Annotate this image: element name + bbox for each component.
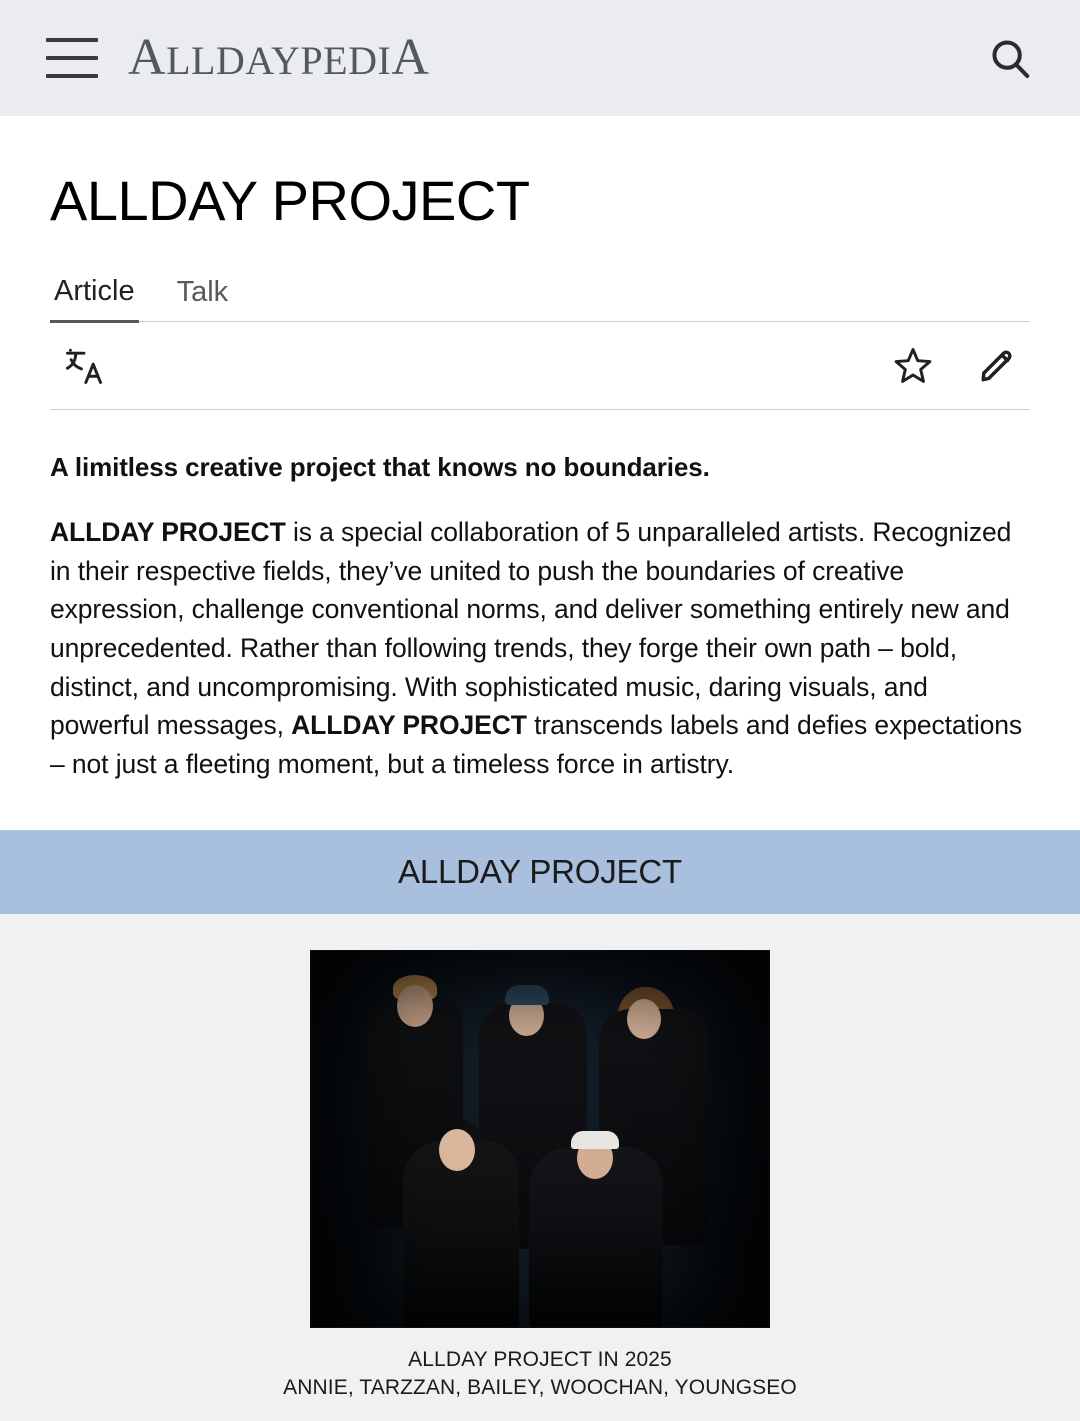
search-icon[interactable] (982, 30, 1038, 86)
hamburger-menu-icon[interactable] (46, 38, 98, 78)
photo-vignette (311, 951, 769, 1327)
caption-line-2: ANNIE, TARZZAN, BAILEY, WOOCHAN, YOUNGSEO (283, 1375, 797, 1399)
paragraph-bold-2: ALLDAY PROJECT (291, 710, 527, 741)
wordmark-initial: A (128, 29, 167, 86)
wordmark-body: LLDAYPEDI (166, 38, 392, 83)
allday-project-group-photo (310, 950, 770, 1328)
page-title: ALLDAY PROJECT (50, 169, 530, 232)
infobox (0, 830, 1080, 1421)
site-wordmark[interactable] (128, 29, 430, 86)
tab-talk[interactable]: Talk (176, 276, 229, 308)
article-lead: A limitless creative project that knows no boundaries. (50, 452, 710, 482)
paragraph-text-2: transcends labels and defies expectations – not just a fleeting moment, but a timeless force in artistry. (50, 710, 1023, 780)
hamburger-line (46, 56, 98, 60)
caption-line-1: ALLDAY PROJECT IN 2025 (408, 1347, 672, 1371)
hamburger-line (46, 74, 98, 78)
paragraph-text-1: is a special collaboration of 5 unparalleled artists. Recognized in their respective fields, they’ve united to push the boundaries of creative expression, challenge conventional norms, and deliver something entirely new and unprecedented. Rather than following trends, they forge their own path – bold, distinct, and uncompromising. With sophisticated music, daring visuals, and powerful messages, (50, 517, 1012, 741)
article-toolbar (50, 322, 1030, 410)
wordmark-final: A (391, 29, 430, 86)
infobox-header (0, 830, 1080, 914)
language-translate-icon[interactable] (54, 336, 114, 396)
hamburger-line (46, 38, 98, 42)
infobox-caption (283, 1346, 797, 1401)
pencil-edit-icon[interactable] (968, 337, 1026, 395)
star-outline-icon[interactable] (884, 337, 942, 395)
article-tabs (50, 275, 1030, 322)
article-container (0, 168, 1080, 784)
site-header (0, 0, 1080, 116)
paragraph-bold-1: ALLDAY PROJECT (50, 517, 286, 547)
article-paragraph (50, 513, 1030, 784)
tab-article[interactable]: Article (50, 275, 139, 323)
infobox-body (0, 914, 1080, 1421)
infobox-title: ALLDAY PROJECT (398, 852, 682, 890)
